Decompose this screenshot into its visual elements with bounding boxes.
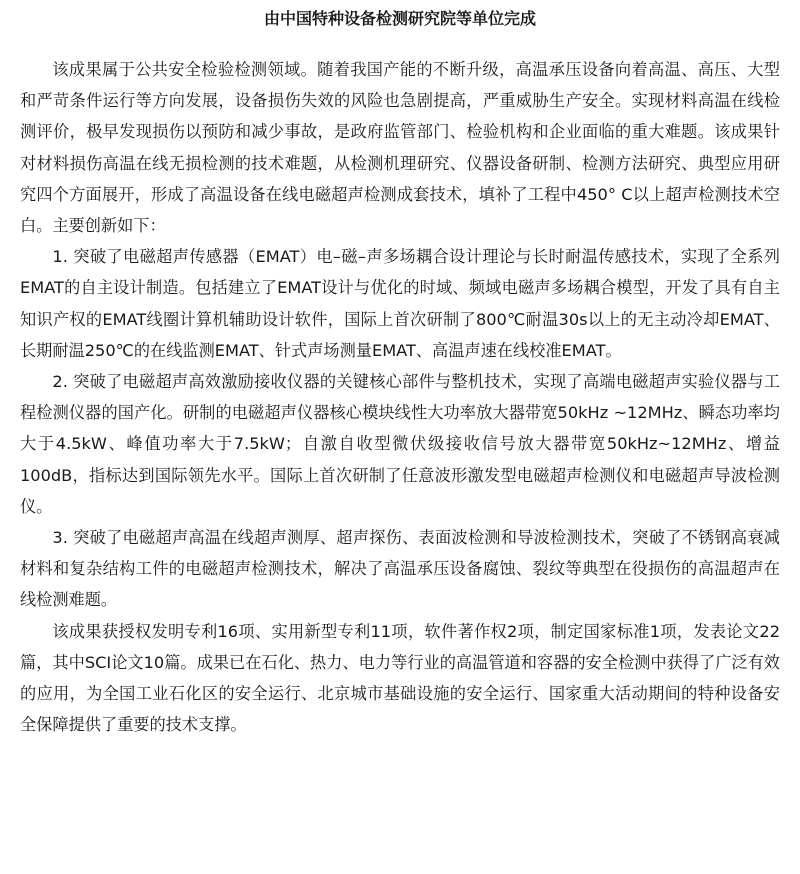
document-title: 由中国特种设备检测研究院等单位完成 bbox=[263, 9, 536, 28]
innovation-3-paragraph: 3. 突破了电磁超声高温在线超声测厚、超声探伤、表面波检测和导波检测技术，突破了不锈钢高衰减材料和复杂结构工件的电磁超声检测技术，解决了高温承压设备腐蚀、裂纹等典型在役损伤的高温超声在线检测难题。 bbox=[20, 528, 780, 610]
innovation-2-paragraph: 2. 突破了电磁超声高效激励接收仪器的关键核心部件与整机技术，实现了高端电磁超声实验仪器与工程检测仪器的国产化。研制的电磁超声仪器核心模块线性大功率放大器带宽50kHz ~12MHz、瞬态功率均大于4.5kW、峰值功率大于7.5kW；自激自收型微伏级接收信号放大器带宽50kHz~12MHz、增益100dB，指标达到国际领先水平。国际上首次研制了任意波形激发型电磁超声检测仪和电磁超声导波检测仪。 bbox=[20, 372, 780, 516]
achievements-paragraph: 该成果获授权发明专利16项、实用新型专利11项，软件著作权2项，制定国家标准1项，发表论文22篇，其中SCI论文10篇。成果已在石化、热力、电力等行业的高温管道和容器的安全检测中获得了广泛有效的应用，为全国工业石化区的安全运行、北京城市基础设施的安全运行、国家重大活动期间的特种设备安全保障提供了重要的技术支撑。 bbox=[20, 621, 780, 735]
innovation-1-paragraph: 1. 突破了电磁超声传感器（EMAT）电–磁–声多场耦合设计理论与长时耐温传感技术，实现了全系列EMAT的自主设计制造。包括建立了EMAT设计与优化的时域、频域电磁声多场耦合模型，开发了具有自主知识产权的EMAT线圈计算机辅助设计软件，国际上首次研制了800℃耐温30s以上的无主动冷却EMAT、长期耐温250℃的在线监测EMAT、针式声场测量EMAT、高温声速在线校准EMAT。 bbox=[20, 247, 780, 360]
intro-paragraph: 该成果属于公共安全检验检测领域。随着我国产能的不断升级，高温承压设备向着高温、高压、大型和严苛条件运行等方向发展，设备损伤失效的风险也急剧提高，严重威胁生产安全。实现材料高温在线检测评价，极早发现损伤以预防和减少事故，是政府监管部门、检验机构和企业面临的重大难题。该成果针对材料损伤高温在线无损检测的技术难题，从检测机理研究、仪器设备研制、检测方法研究、典型应用研究四个方面展开，形成了高温设备在线电磁超声检测成套技术，填补了工程中450° C以上超声检测技术空白。主要创新如下： bbox=[20, 60, 780, 236]
